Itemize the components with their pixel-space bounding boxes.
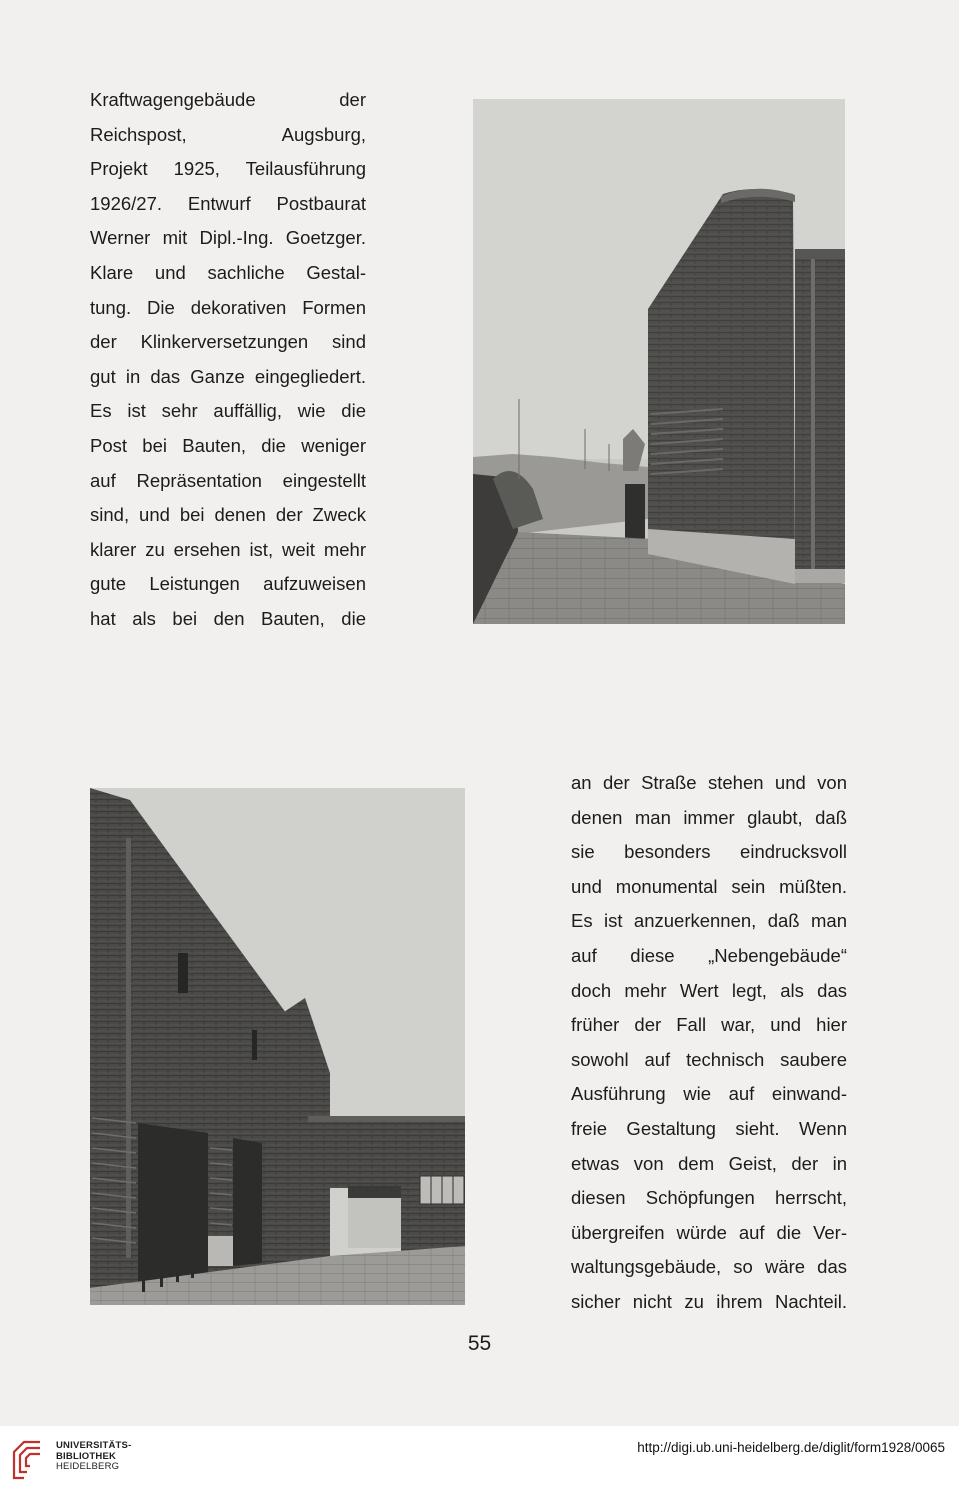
text-line: Projekt 1925, Teilausführung [90, 158, 366, 180]
photo-garage-courtyard [90, 788, 465, 1305]
photo-bottom-image [90, 788, 465, 1305]
text-line: übergreifen würde auf die Ver- [571, 1221, 847, 1243]
text-line: sie besonders eindrucksvoll [571, 841, 847, 863]
text-line: waltungsgebäude, so wäre das [571, 1256, 847, 1278]
text-line: sowohl auf technisch saubere [571, 1048, 847, 1070]
text-line: diesen Schöpfungen herrscht, [571, 1187, 847, 1209]
text-line: Werner mit Dipl.-Ing. Goetzger. [90, 227, 366, 249]
text-line: sicher nicht zu ihrem Nachteil. [571, 1290, 847, 1312]
text-line: etwas von dem Geist, der in [571, 1152, 847, 1174]
text-line: Es ist anzuerkennen, daß man [571, 910, 847, 932]
text-line: klarer zu ersehen ist, weit mehr [90, 538, 366, 560]
photo-top-image [473, 99, 845, 624]
text-line: doch mehr Wert legt, als das [571, 979, 847, 1001]
text-line: gut in das Ganze eingegliedert. [90, 365, 366, 387]
text-line: freie Gestaltung sieht. Wenn [571, 1117, 847, 1139]
text-line: Post bei Bauten, die weniger [90, 434, 366, 456]
text-line: und monumental sein müßten. [571, 875, 847, 897]
left-text-column [90, 83, 366, 637]
library-name-line1: UNIVERSITÄTS- [56, 1440, 132, 1451]
text-line: 1926/27. Entwurf Postbaurat [90, 192, 366, 214]
text-line: Klare und sachliche Gestal- [90, 261, 366, 283]
library-name-line3: HEIDELBERG [56, 1461, 120, 1472]
photo-garage-building-corner [473, 99, 845, 624]
right-text-column [571, 766, 847, 1320]
library-logo-icon [12, 1438, 48, 1482]
text-line: früher der Fall war, und hier [571, 1014, 847, 1036]
footer-bar [0, 1426, 959, 1495]
source-url-link[interactable]: http://digi.ub.uni-heidelberg.de/diglit/form1928/0065 [637, 1440, 945, 1455]
library-name [56, 1441, 131, 1473]
text-line: auf Repräsentation eingestellt [90, 469, 366, 491]
text-line: Reichspost, Augsburg, [90, 123, 366, 145]
text-line: gute Leistungen aufzuweisen [90, 573, 366, 595]
text-line: an der Straße stehen und von [571, 772, 847, 793]
text-line: Es ist sehr auffällig, wie die [90, 400, 366, 422]
text-line: hat als bei den Bauten, die [90, 607, 366, 629]
text-line: der Klinkerversetzungen sind [90, 331, 366, 353]
page-number: 55 [467, 1332, 492, 1355]
text-line: Kraftwagengebäude der [90, 89, 366, 110]
text-line: Ausführung wie auf einwand- [571, 1083, 847, 1105]
text-line: denen man immer glaubt, daß [571, 806, 847, 828]
library-name-line2: BIBLIOTHEK [56, 1450, 117, 1462]
text-line: auf diese „Nebengebäude“ [571, 944, 847, 966]
text-line: sind, und bei denen der Zweck [90, 504, 366, 526]
text-line: tung. Die dekorativen Formen [90, 296, 366, 318]
